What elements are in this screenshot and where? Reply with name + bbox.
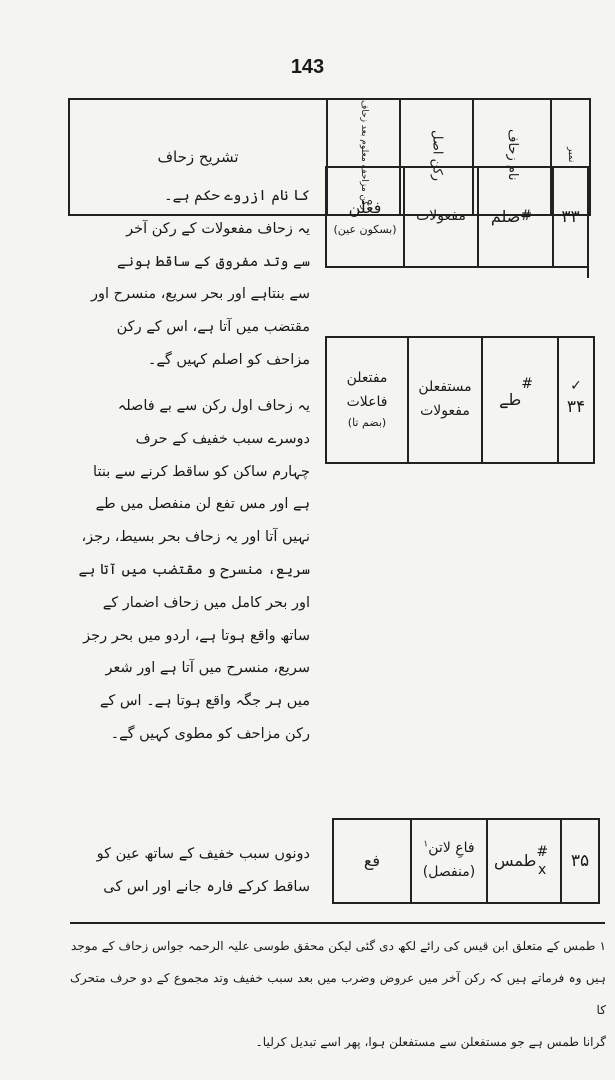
table-row-34 <box>325 336 595 464</box>
row-35-original-1: فاعِ لاتن$^۱$ <box>423 839 475 857</box>
row-33-name-text: صلم <box>490 207 521 227</box>
explanation-line: مزاحف کو اصلم کہیں گے۔ <box>147 351 310 368</box>
row-34-mark: # <box>521 376 533 393</box>
row-35-serial: ۳۵ <box>560 818 600 904</box>
row-34-name <box>481 336 559 464</box>
header-resulting-foot: رکن مزاحف معلوم بعد زحاف <box>327 99 400 215</box>
header-explanation: تشریح زحاف <box>69 99 327 215</box>
row-33-serial: ۳۳ <box>552 166 589 268</box>
explanation-line: سریع، منسرح میں آتا ہے اور شعر <box>105 660 310 677</box>
footnote <box>70 930 606 1058</box>
explanation-block-3 <box>65 838 310 904</box>
row-34-result-1: مفتعلن <box>346 369 388 386</box>
explanation-line: ہے اور مس تفع لن منفصل میں طے <box>95 496 310 513</box>
row-33-result-note: (بسکون عین) <box>333 223 397 237</box>
explanation-block-1 <box>65 180 310 377</box>
explanation-line: چہارم ساکن کو ساقط کرنے سے بنتا <box>93 463 310 480</box>
explanation-line: سے وتد مفروق کے ساقط ہونے <box>117 253 310 270</box>
explanation-block-2 <box>65 390 310 751</box>
check-mark-icon: ✓ <box>570 377 582 394</box>
page-number: 143 <box>290 56 325 78</box>
row-35-original-2: (منفصل) <box>422 864 476 880</box>
explanation-line: کا نام ازروے حکم ہے۔ <box>164 188 310 204</box>
row-35-marks: # x <box>536 843 549 878</box>
table-row-33 <box>325 166 589 268</box>
footnote-line: ہیں وہ فرماتے ہیں کہ رکن آخر میں عروض وضرب میں بعد سبب خفیف وتد مجموع کے دو حرف متحرک کا <box>70 971 606 1017</box>
row-33-mark: # <box>520 208 533 225</box>
explanation-line: سریع، منسرح و مقتضب میں آتا ہے <box>78 561 310 578</box>
explanation-line: ساقط کرکے فارہ جانے اور اس کی <box>103 878 310 895</box>
row-33-name <box>477 166 554 268</box>
row-35-name <box>486 818 562 904</box>
explanation-line: دوسرے سبب خفیف کے حرف <box>135 430 310 447</box>
explanation-line: مقتضب میں آتا ہے، اس کے رکن <box>116 319 310 336</box>
row-34-result <box>325 336 409 464</box>
row-35-result: فع <box>332 818 412 904</box>
explanation-line: میں ہر جگہ واقع ہوتا ہے۔ اس کے <box>99 693 310 710</box>
explanation-line: یہ زحاف اول رکن سے بے فاصلہ <box>117 398 310 414</box>
row-34-serial-text: ۳۴ <box>566 396 586 417</box>
explanation-line: دونوں سبب خفیف کے ساتھ عین کو <box>96 846 310 862</box>
header-original-foot: رکن اصل <box>400 99 473 215</box>
row-33-original: مفعولات <box>403 166 479 268</box>
explanation-line: اور بحر کامل میں زحاف اضمار کے <box>102 594 310 611</box>
footnote-marker: ۱ <box>423 839 429 850</box>
explanation-line: نہیں آتا اور یہ زحاف بحر بسیط، رجز، <box>81 529 310 546</box>
row-35-name-text: طمس <box>493 851 537 871</box>
header-serial: نمبر <box>551 99 590 215</box>
header-name: نام زحاف <box>473 99 551 215</box>
row-34-name-text: طے <box>499 390 522 410</box>
row-34-original-1: مستفعلن <box>418 379 472 396</box>
row-34-original <box>407 336 483 464</box>
row-33-result <box>325 166 405 268</box>
row-34-serial <box>557 336 595 464</box>
explanation-line: ساتھ واقع ہوتا ہے، اردو میں بحر رجز <box>83 627 310 644</box>
table-row-35 <box>332 818 600 904</box>
row-35-original <box>410 818 488 904</box>
footnote-line: گرانا طمس ہے جو مستفعلن سے مستفعلن ہوا، پھر اسے تبدیل کرلیا۔ <box>255 1035 606 1049</box>
explanation-line: رکن مزاحف کو مطوی کہیں گے۔ <box>110 725 310 742</box>
row-34-original-2: مفعولات <box>420 403 470 419</box>
footnote-divider <box>70 922 605 924</box>
explanation-line: یہ زحاف مفعولات کے رکن آخر <box>126 220 310 237</box>
explanation-line: سے بنتاہے اور بحر سریع، منسرح اور <box>91 286 310 303</box>
row-34-result-note: (بضم تا) <box>347 416 387 430</box>
row-34-result-2: فاعلات <box>346 393 388 410</box>
footnote-line: ۱ طمس کے متعلق ابن قیس کی رائے لکھ دی گئی لیکن محقق طوسی علیہ الرحمہ جواس زحاف کے موجد <box>71 939 606 953</box>
row-33-result-foot: فعْلن <box>348 198 382 218</box>
